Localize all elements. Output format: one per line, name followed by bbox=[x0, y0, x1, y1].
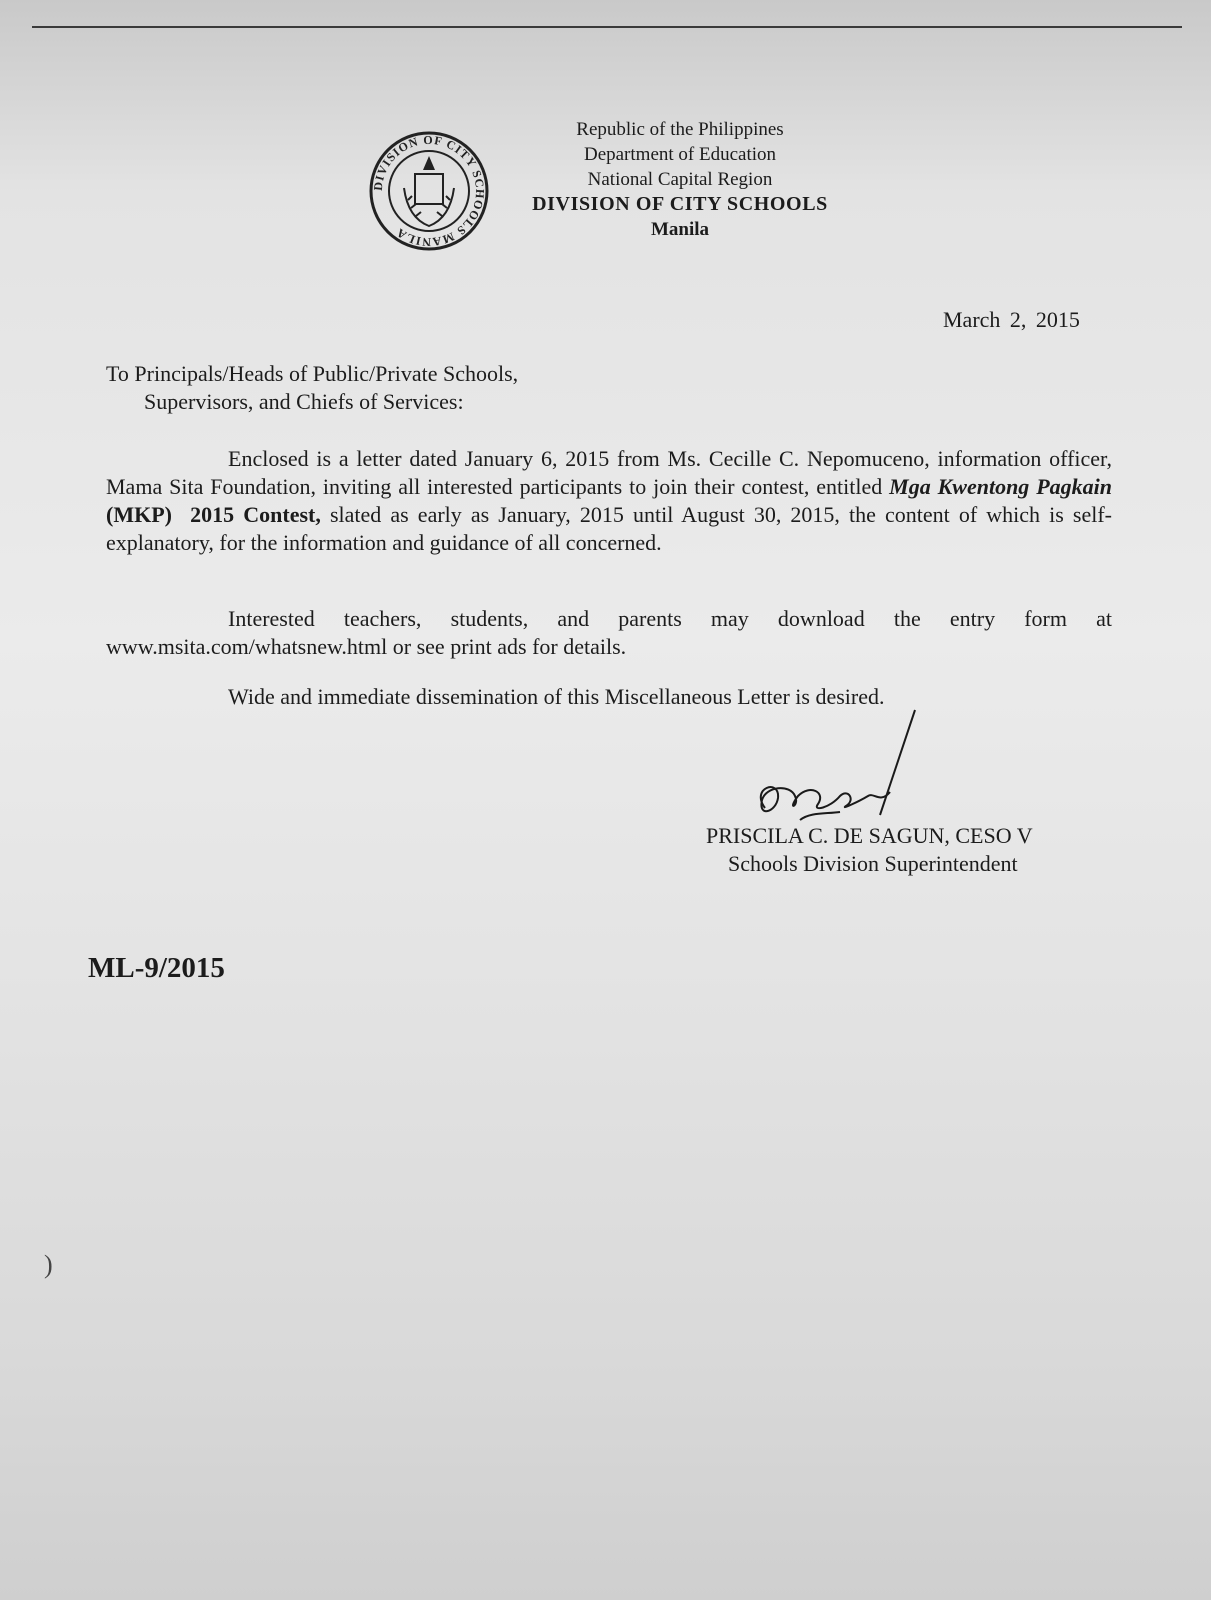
signer-title: Schools Division Superintendent bbox=[728, 851, 1018, 876]
letterhead-republic: Republic of the Philippines bbox=[576, 119, 784, 140]
signer-name: PRISCILA C. DE SAGUN, CESO V bbox=[706, 823, 1033, 848]
p1-text-a: Enclosed is a letter dated January 6, 2015 from Ms. Cecille C. Nepomuceno, information officer, Mama Sita Foundation, inviting all interested participants to join their contest, entitled bbox=[106, 446, 1112, 499]
contest-label: 2015 Contest, bbox=[190, 502, 321, 527]
salutation-line-2: Supervisors, and Chiefs of Services: bbox=[144, 389, 464, 414]
body-paragraph-1 bbox=[106, 445, 1112, 557]
letter-date: March 2, 2015 bbox=[943, 307, 1080, 332]
letterhead-department: Department of Education bbox=[583, 144, 777, 165]
salutation-line-1: To Principals/Heads of Public/Private Schools, bbox=[106, 361, 519, 386]
top-border-line bbox=[32, 26, 1182, 28]
salutation bbox=[106, 360, 518, 416]
letterhead-division: DIVISION OF CITY SCHOOLS bbox=[532, 193, 828, 215]
body-paragraph-2 bbox=[106, 605, 1112, 661]
letterhead-region: National Capital Region bbox=[587, 169, 773, 190]
svg-text:DIVISION OF CITY SCHOOLS MANIL: DIVISION OF CITY SCHOOLS MANILA bbox=[370, 132, 488, 250]
contest-abbreviation: (MKP) bbox=[106, 502, 172, 527]
letterhead bbox=[500, 117, 860, 242]
letterhead-city: Manila bbox=[650, 219, 710, 240]
p1-text-b: slated as early as January, 2015 until August 30, 2015, the content of which is self-explanatory, for the information and guidance of all concerned. bbox=[106, 502, 1112, 555]
signature-block bbox=[706, 822, 1033, 878]
reference-number: ML-9/2015 bbox=[88, 952, 225, 984]
p2-text: Interested teachers, students, and parents may download the entry form at www.msita.com/whatsnew.html or see print ads for details. bbox=[106, 606, 1112, 659]
contest-title: Mga Kwentong Pagkain bbox=[889, 474, 1113, 499]
division-seal-icon bbox=[368, 130, 490, 252]
p3-text: Wide and immediate dissemination of this Miscellaneous Letter is desired. bbox=[228, 684, 885, 709]
stray-pen-mark: ) bbox=[44, 1250, 53, 1279]
